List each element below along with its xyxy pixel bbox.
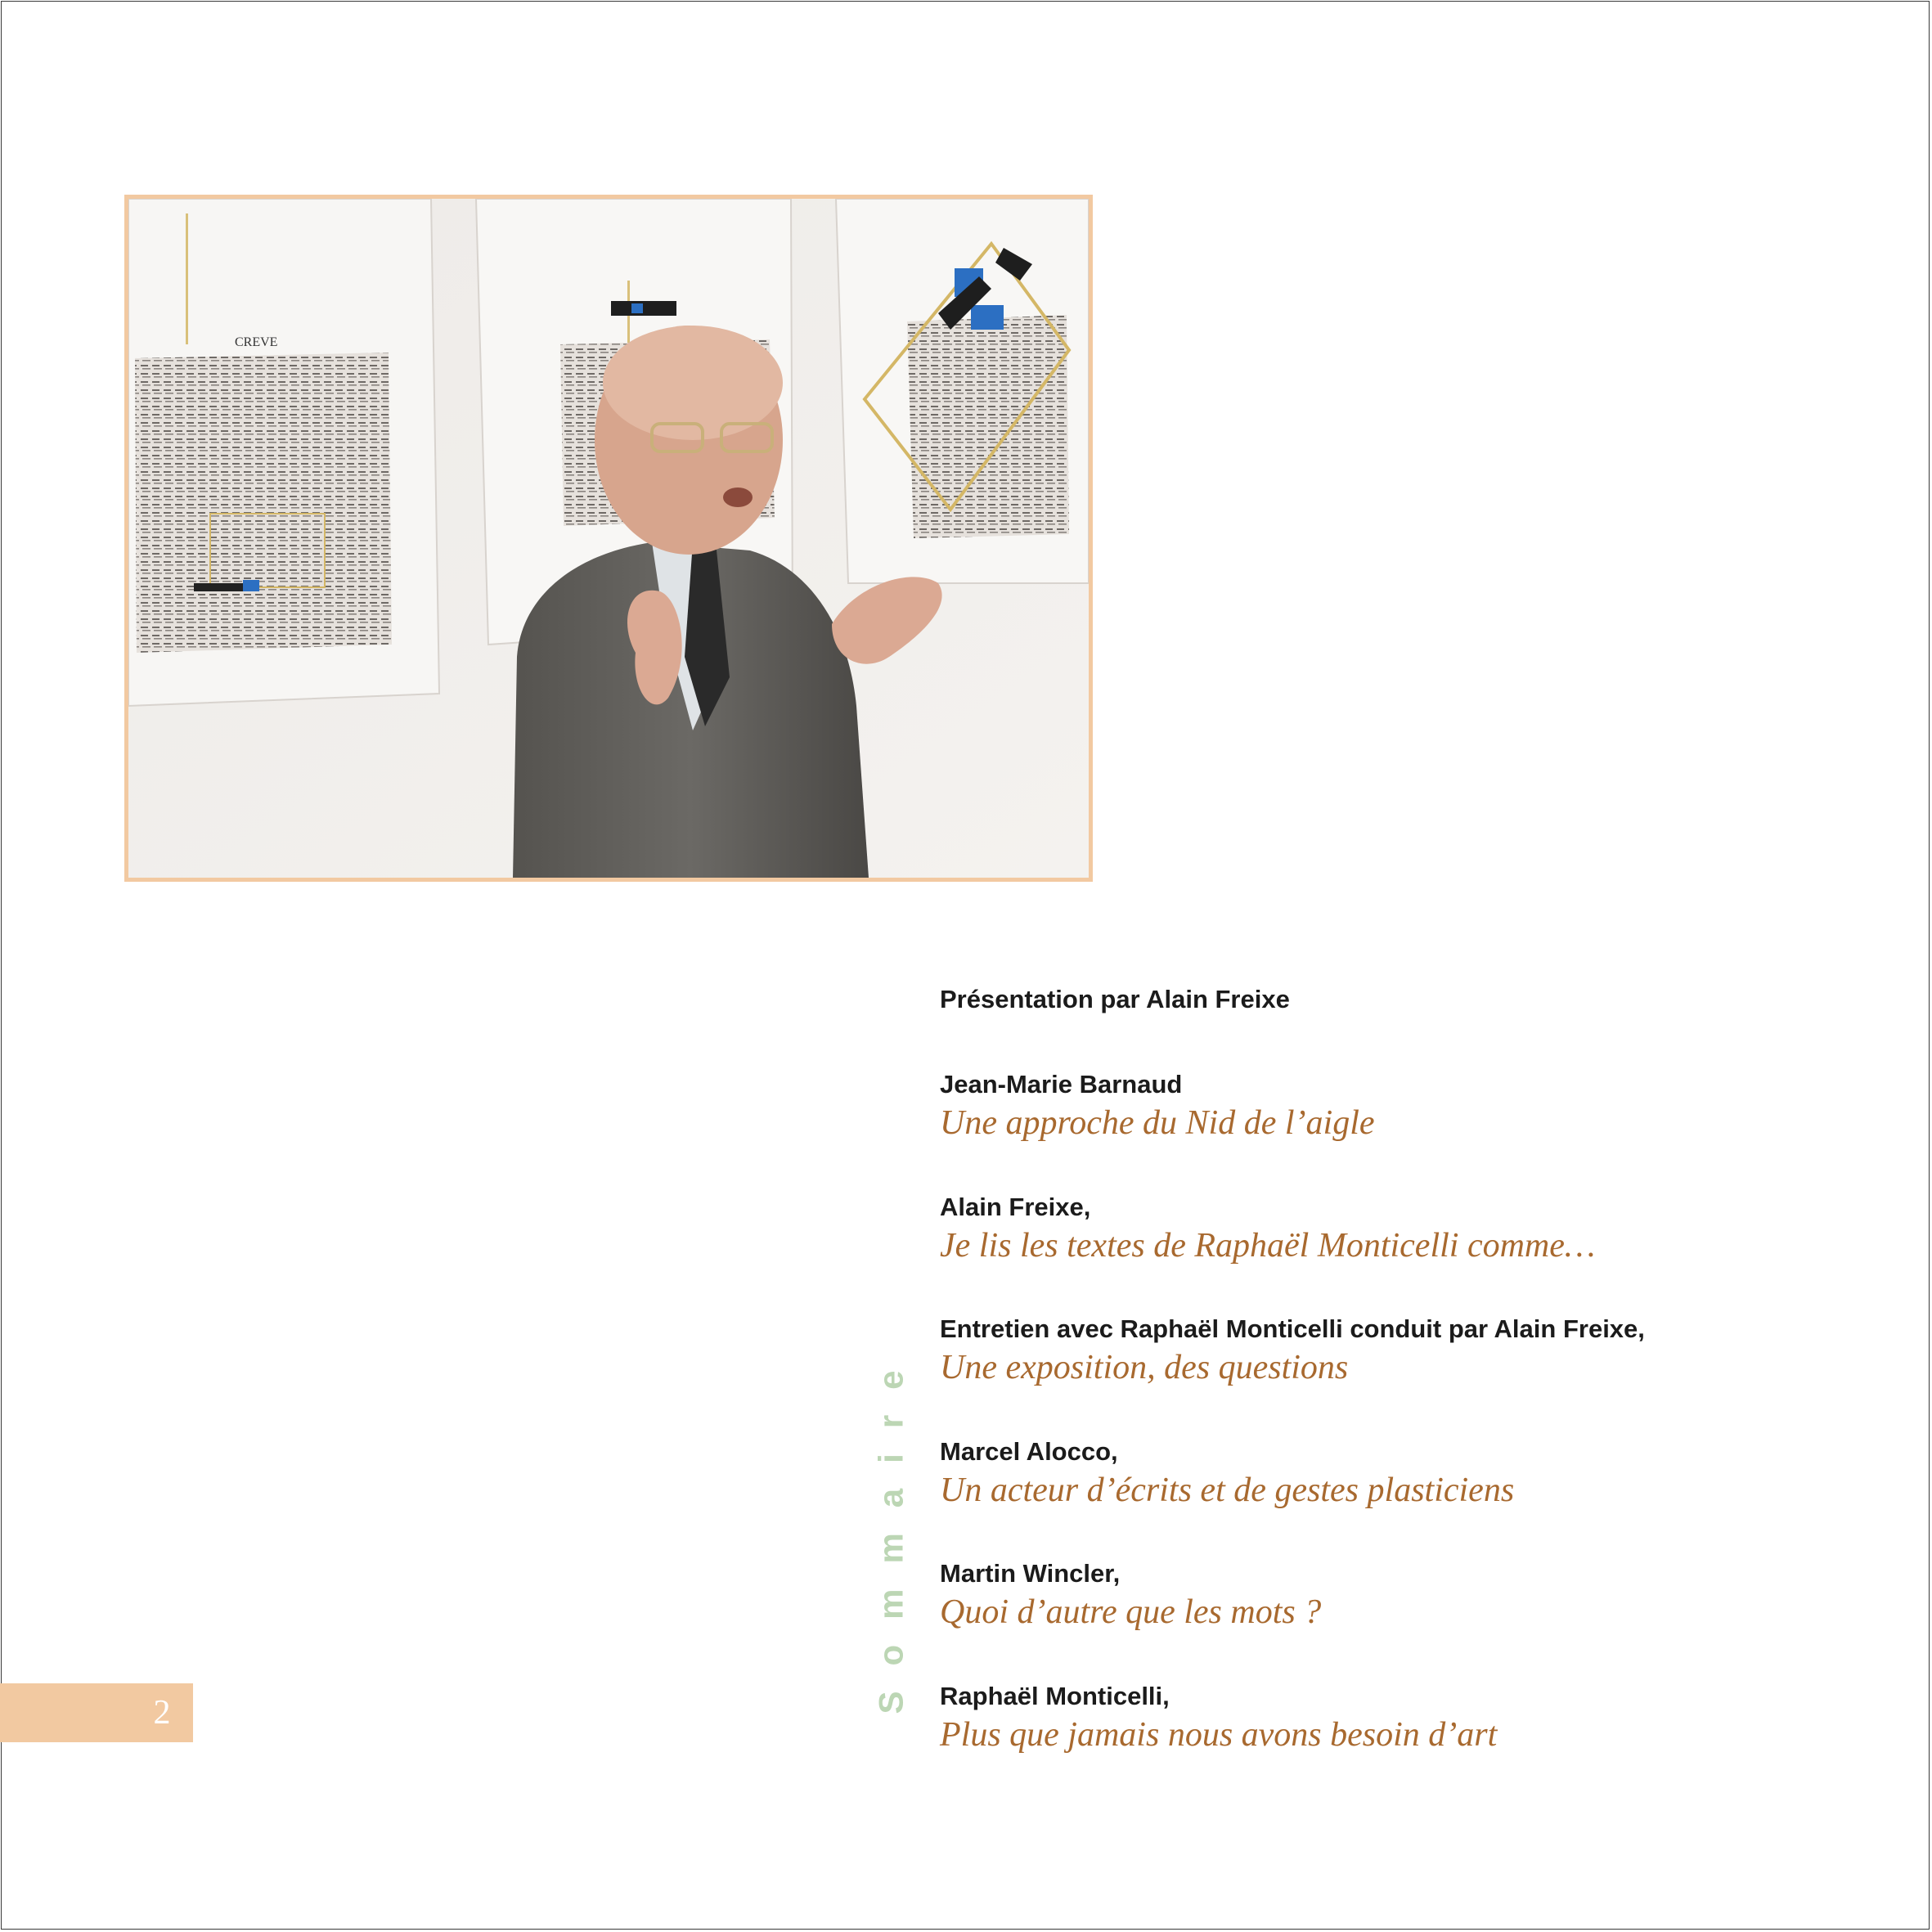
toc-author: Martin Wincler, — [940, 1559, 1121, 1588]
panel-heading: CREVE — [235, 335, 278, 349]
toc-entry — [940, 1556, 1321, 1633]
toc-author: Alain Freixe, — [940, 1193, 1091, 1221]
page-number: 2 — [153, 1694, 171, 1732]
toc-entry — [940, 1678, 1497, 1755]
toc-author: Présentation par Alain Freixe — [940, 985, 1290, 1013]
photo-image — [128, 199, 1089, 878]
sommaire-label: Sommaire — [872, 1345, 910, 1714]
toc-entry — [940, 1189, 1595, 1266]
toc-entry — [940, 1311, 1645, 1388]
toc-title: Quoi d’autre que les mots ? — [940, 1593, 1322, 1631]
photo — [124, 195, 1093, 882]
toc-title: Plus que jamais nous avons besoin d’art — [940, 1716, 1498, 1754]
toc-author: Entretien avec Raphaël Monticelli conduit par Alain Freixe, — [940, 1314, 1645, 1343]
toc-entry — [940, 982, 1290, 1018]
toc-entry — [940, 1434, 1514, 1511]
toc-title: Une approche du Nid de l’aigle — [940, 1104, 1375, 1142]
toc-title: Une exposition, des questions — [940, 1349, 1349, 1386]
sommaire-vertical-label — [851, 1309, 932, 1750]
toc-author: Jean-Marie Barnaud — [940, 1070, 1183, 1099]
toc-author: Raphaël Monticelli, — [940, 1682, 1170, 1710]
toc-author: Marcel Alocco, — [940, 1437, 1118, 1466]
toc-entry — [940, 1067, 1375, 1143]
toc-title: Je lis les textes de Raphaël Monticelli comme… — [940, 1227, 1596, 1265]
toc-title: Un acteur d’écrits et de gestes plasticiens — [940, 1471, 1515, 1509]
